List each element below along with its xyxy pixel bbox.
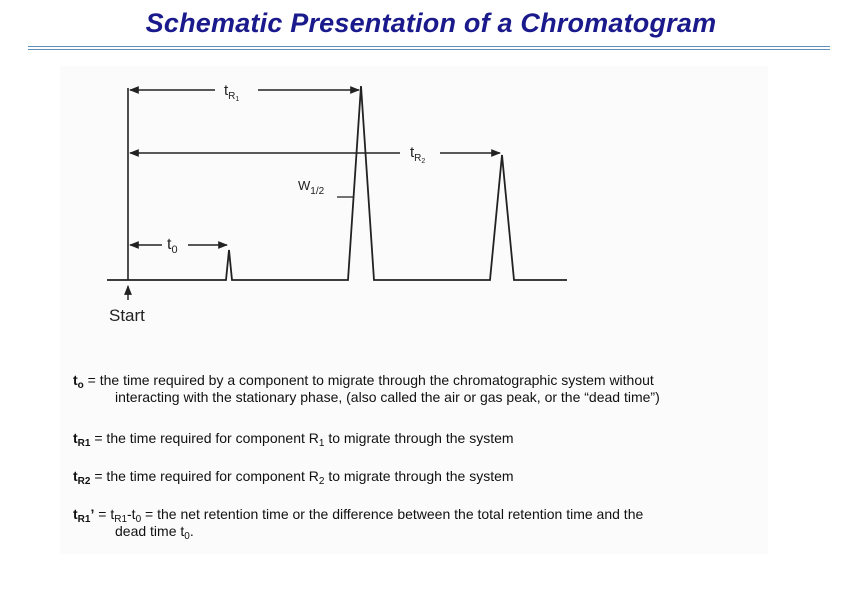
definition-text: = the net retention time or the difference between the total retention time and the xyxy=(141,506,644,522)
definition-text: = the time required for component $R_1$ to migrate through the system xyxy=(90,430,514,449)
definition-tr1 xyxy=(73,430,514,447)
definition-text: = the time required by a component to migrate through the chromatographic system without xyxy=(83,372,654,388)
tr1-label: $t_R1$ xyxy=(224,82,240,103)
definition-tr2 xyxy=(73,468,514,485)
definition-symbol: $t_o$ xyxy=(73,372,84,391)
t0-label: $t_0$ xyxy=(167,236,178,256)
definition-equation: = $t_{R1}-t_0$ xyxy=(94,506,142,525)
definition-continuation: dead time $t_0$. xyxy=(115,523,194,542)
definition-t0 xyxy=(73,372,660,406)
slide-title: Schematic Presentation of a Chromatogram xyxy=(145,8,717,38)
start-label: Start xyxy=(109,306,145,325)
half-width-label: $W_{1/2}$ xyxy=(298,178,325,197)
definition-continuation: interacting with the stationary phase, (also called the air or gas peak, or the “dead time”) xyxy=(115,389,660,405)
definition-text: = the time required for component $R_2$ to migrate through the system xyxy=(90,468,514,487)
definition-symbol: $t_{R1}$’ xyxy=(73,506,95,525)
definition-symbol: $t_{R2}$ xyxy=(73,468,91,487)
tr2-label: $t_R2$ xyxy=(410,144,426,165)
definition-tr1-prime xyxy=(73,506,643,540)
definition-symbol: $t_{R1}$ xyxy=(73,430,91,449)
